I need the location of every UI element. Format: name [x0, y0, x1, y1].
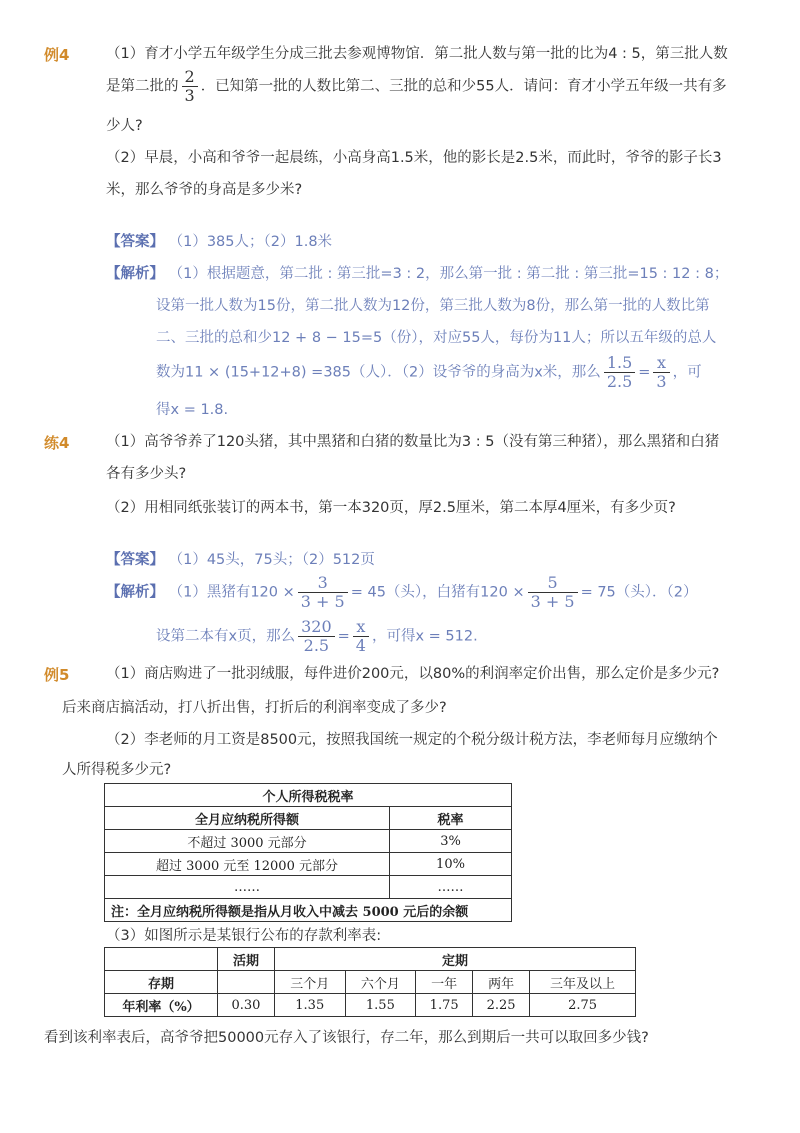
ex4-analysis-line4: 数为11 × (15+12+8) =385（人）．（2）设爷爷的身高为x米，那么 $\frac{1.5}{2.5}$ = $\frac{x}{3}$ ，可 [156, 353, 702, 391]
term-3m: 三个月 [274, 971, 345, 994]
answer-text: （1）45头，75头；（2）512页 [168, 552, 375, 568]
ex5-q2-line1: （2）李老师的月工资是8500元，按照我国统一规定的个税分级计税方法，李老师每月应缴纳个 [106, 732, 718, 748]
table-row: 年利率（%） 0.30 1.35 1.55 1.75 2.25 2.75 [105, 994, 636, 1017]
deposit-rate-table [104, 947, 636, 1017]
ex4-analysis-line2: 设第一批人数为15份，第二批人数为12份，第三批人数为8份，那么第一批的人数比第 [156, 298, 710, 314]
tax-rate-table [104, 783, 512, 922]
fraction-5-over-8: $\frac{5}{3 + 5}$ [528, 574, 578, 611]
rate-header-huoqi: 活期 [218, 948, 275, 971]
ex4-q2-line1: （2）早晨，小高和爷爷一起晨练，小高身高1.5米，他的影长是2.5米，而此时，爷爷的影子长3 [106, 150, 722, 166]
term-2y: 两年 [473, 971, 530, 994]
ex5-q1-line1: （1）商店购进了一批羽绒服，每件进价200元，以80%的利润率定价出售，那么定价是多少元? [106, 666, 720, 682]
term-1y: 一年 [416, 971, 473, 994]
table-row: 超过 3000 元至 12000 元部分 10% [105, 853, 512, 876]
term-6m: 六个月 [345, 971, 416, 994]
fraction-x-over-3: $\frac{x}{3}$ [653, 354, 669, 391]
rate-row-label: 年利率（%） [105, 994, 218, 1017]
pr4-q2: （2）用相同纸张装订的两本书，第一本320页，厚2.5厘米，第二本厚4厘米，有多少页? [106, 500, 676, 516]
example-4-tag: 例4 [44, 46, 70, 64]
ex4-q1-line2: 是第二批的 $\frac{2}{3}$ ．已知第一批的人数比第二、三批的总和少55人．请问：育才小学五年级一共有多 [106, 67, 727, 105]
ex4-answer [106, 232, 766, 252]
answer-label: 【答案】 [106, 234, 164, 250]
pr4-q1-line1: （1）高爷爷养了120头猪，其中黑猪和白猪的数量比为3 : 5（没有第三种猪），那么黑猪和白猪 [106, 434, 720, 450]
tax-table-title: 个人所得税税率 [105, 784, 512, 807]
table-row: …… …… [105, 876, 512, 899]
rate-huoqi-value: 0.30 [218, 994, 275, 1017]
ex4-analysis-line1: 【解析】 （1）根据题意，第二批 : 第三批=3 : 2，那么第一批 : 第二批 : 第三批=15 : 12 : 8； [106, 266, 729, 282]
tax-col-income: 全月应纳税所得额 [105, 807, 390, 830]
term-3y-plus: 三年及以上 [530, 971, 636, 994]
rate-header-term: 存期 [105, 971, 218, 994]
ex4-analysis-line5: 得x = 1.8. [156, 402, 229, 418]
ex5-q2-line2: 人所得税多少元? [62, 762, 172, 778]
rate-header-dingqi: 定期 [274, 948, 635, 971]
practice-4-tag: 练4 [44, 434, 70, 452]
example-5-tag: 例5 [44, 666, 70, 684]
ex4-analysis-line3: 二、三批的总和少12 + 8 − 15=5（份），对应55人，每份为11人；所以五年级的总人 [156, 330, 717, 346]
ex5-q3-question: 看到该利率表后，高爷爷把50000元存入了该银行，存二年，那么到期后一共可以取回多少钱? [44, 1030, 649, 1046]
pr4-q1-line2: 各有多少头? [106, 466, 187, 482]
table-row: 不超过 3000 元部分 3% [105, 830, 512, 853]
pr4-answer [106, 550, 766, 570]
analysis-label: 【解析】 [106, 584, 164, 601]
fraction-1.5-over-2.5: $\frac{1.5}{2.5}$ [604, 354, 635, 391]
fraction-two-thirds: $\frac{2}{3}$ [182, 68, 198, 105]
ex5-q1-line2: 后来商店搞活动，打八折出售，打折后的利润率变成了多少? [62, 700, 447, 716]
ex4-q2-line2: 米，那么爷爷的身高是多少米? [106, 182, 303, 198]
answer-label: 【答案】 [106, 552, 164, 568]
tax-col-rate: 税率 [390, 807, 512, 830]
fraction-3-over-8: $\frac{3}{3 + 5}$ [298, 574, 348, 611]
ex4-q1-line1: （1）育才小学五年级学生分成三批去参观博物馆．第二批人数与第一批的比为4 : 5，第三批人数 [106, 46, 728, 62]
answer-text: （1）385人；（2）1.8米 [168, 234, 333, 250]
pr4-analysis-line2: 设第二本有x页，那么 $\frac{320}{2.5}$ = $\frac{x}{4}$ ，可得x = 512. [156, 617, 478, 655]
tax-table-note: 注：全月应纳税所得额是指从月收入中减去 5000 元后的余额 [105, 899, 512, 922]
fraction-x-over-4: $\frac{x}{4}$ [353, 618, 369, 655]
analysis-label: 【解析】 [106, 266, 164, 282]
fraction-320-over-2.5: $\frac{320}{2.5}$ [298, 618, 335, 655]
pr4-analysis-line1: 【解析】 （1）黑猪有120 × $\frac{3}{3 + 5}$ = 45（头），白猪有120 × $\frac{5}{3 + 5}$ = 75（头）．（2） [106, 573, 698, 611]
ex4-q1-line3: 少人? [106, 118, 143, 134]
ex5-q3: （3）如图所示是某银行公布的存款利率表: [106, 928, 382, 944]
